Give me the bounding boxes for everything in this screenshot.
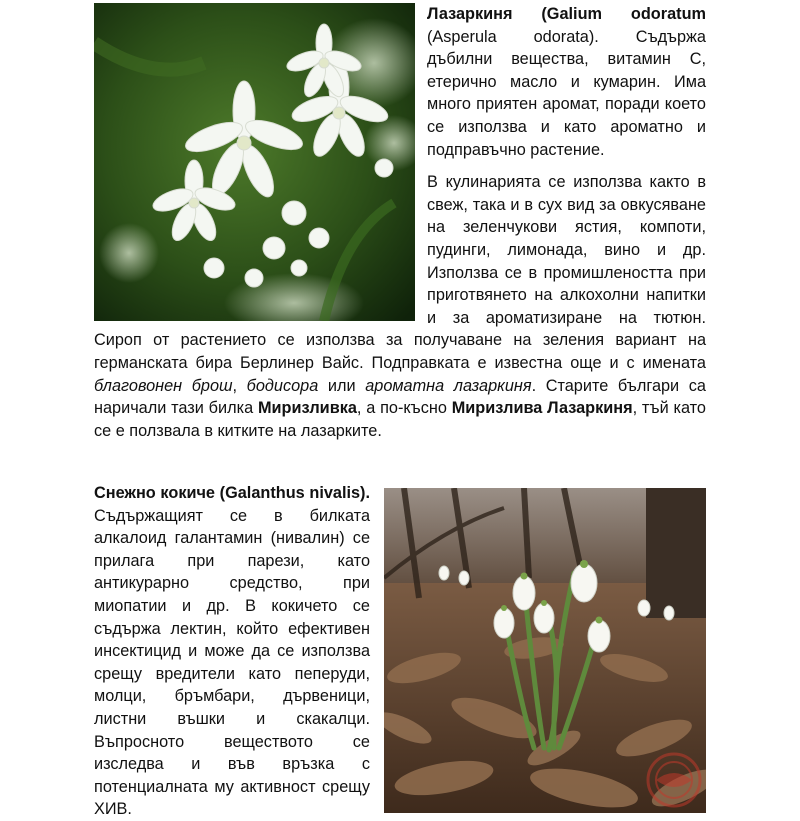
- snowdrop-paragraph: [94, 482, 370, 821]
- old-name-2: Миризлива Лазаркиня: [451, 399, 633, 418]
- text-run: , тъй като се е ползвала в китките на лазарките.: [94, 399, 706, 440]
- text-run: В кулинарията се използва както в свеж, така и в сух вид за овкусяване на зеленчукови ястия, компоти, пудинги, лимонада, вино и др. Използва се в промишлеността при приготвянето на алкохолни напитки и за ароматизиране на тютюн. Сироп от растението се използва за получаване на зеления вариант на германската бира Берлинер Вайс. Подправката е известна още и с имената: [94, 173, 706, 372]
- snowdrop-illustration: [384, 488, 706, 813]
- watermark-stamp-icon: [648, 754, 700, 806]
- alt-name-2: бодисора: [246, 376, 319, 395]
- snowdrop-section: [94, 482, 370, 821]
- woodruff-title: Лазаркиня (Galium odoratum: [427, 5, 706, 23]
- snowdrop-title: Снежно кокиче (Galanthus nivalis).: [94, 484, 370, 502]
- text-run: или: [318, 376, 366, 395]
- alt-name-3: ароматна лазаркиня: [365, 376, 532, 395]
- old-name-1: Миризливка: [257, 399, 357, 418]
- alt-name-1: благовонен брош: [94, 376, 233, 395]
- text-run: . Старите българи са наричали тази билка: [94, 376, 706, 418]
- text-run: ,: [232, 376, 247, 395]
- woodruff-section: [94, 3, 706, 442]
- snowdrop-text: Съдържащият се в билката алкалоид галантамин (нивалин) се прилага при парези, като антикурарно средство, при миопатии и др. В кокичето се съдържа лектин, който ефективен инсектицид и може да се използва срещу вредители като пеперуди, молци, бръмбари, дървеници, листни въшки и скакалци. Въпросното веществото се изследва и във връзка с потенциалната му активност срещу ХИВ.: [94, 506, 370, 819]
- text-run: , а по-късно: [356, 399, 452, 418]
- image-spacer: [94, 3, 415, 321]
- snowdrop-photo: [384, 488, 706, 813]
- woodruff-intro-text: (Asperula odorata). Съдържа дъбилни вещества, витамин С, етерично масло и кумарин. Има много приятен аромат, поради което се използва и като ароматно и подправъчно растение.: [427, 27, 706, 159]
